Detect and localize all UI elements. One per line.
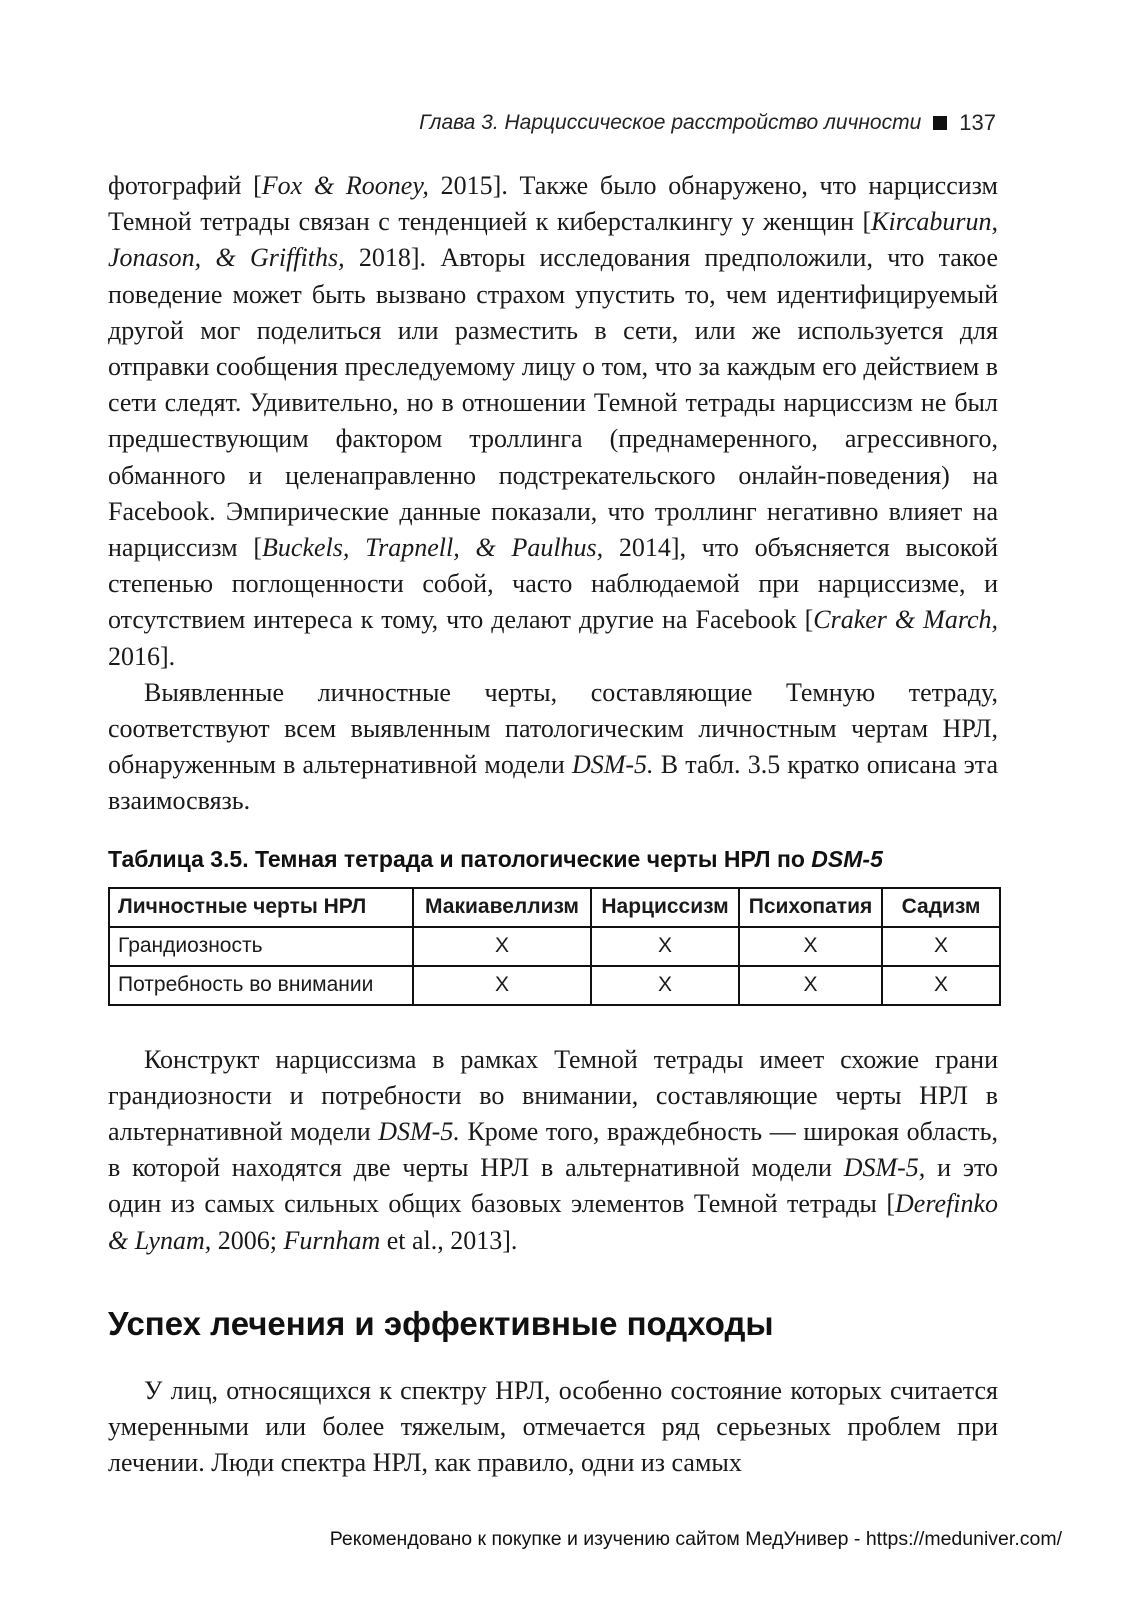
text-run: Конструкт нарциссизма в рамках Темной тетрады имеет схожие грани грандиозности и потребности во внимании, составляющие черты НРЛ в альтернативной модели	[108, 1044, 998, 1147]
dark-tetrad-table	[108, 887, 1001, 1006]
table-cell: X	[739, 927, 882, 966]
citation-authors: Craker & March,	[813, 605, 999, 635]
text-run: фотографий [	[108, 171, 262, 200]
text-run: Выявленные личностные черты, составляющие Темную тетраду, соответствуют всем выявленным патологическим личностным чертам НРЛ, обнаруженным в альтернативной модели	[108, 677, 998, 780]
paragraph-4: У лиц, относящихся к спектру НРЛ, особенно состояние которых считается умеренными или более тяжелым, отмечается ряд серьезных проблем при лечении. Люди спектра НРЛ, как правило, одни из самых	[108, 1375, 998, 1478]
table-cell: X	[413, 966, 591, 1005]
running-title: Глава 3. Нарциссическое расстройство личности	[419, 111, 922, 134]
table-caption-dsm: DSM-5	[811, 845, 883, 872]
text-run: и это один из самых сильных общих базовых элементов Темной тетрады [	[108, 1153, 999, 1219]
paragraph-2	[108, 675, 998, 820]
text-run: 2006;	[211, 1225, 284, 1255]
table-row	[109, 966, 1000, 1005]
citation-authors: Kircaburun, Jonason, & Griffiths,	[108, 207, 998, 273]
column-header: Личностные черты НРЛ	[109, 888, 413, 927]
dsm-reference: DSM-5,	[843, 1153, 926, 1183]
text-run: 2016].	[108, 641, 176, 671]
paragraph-1	[108, 168, 998, 675]
square-bullet-icon	[933, 116, 947, 130]
row-label: Потребность во внимании	[109, 966, 413, 1005]
table-header-row	[109, 888, 1000, 927]
table-cell: X	[591, 927, 739, 966]
citation-authors: Buckels, Trapnell, & Paulhus,	[262, 533, 604, 563]
text-run: В табл. 3.5 кратко описана эта взаимосвязь.	[108, 750, 998, 816]
table-cell: X	[413, 927, 591, 966]
section-heading: Успех лечения и эффективные подходы	[108, 1304, 774, 1342]
page-number: 137	[959, 110, 996, 135]
table-cell: X	[739, 966, 882, 1005]
column-header: Психопатия	[739, 888, 882, 927]
table-caption	[108, 846, 998, 873]
text-run: 2015]. Также было обнаружено, что нарциссизм Темной тетрады связан с тенденцией к киберсталкингу у женщин [	[108, 171, 998, 237]
footer-watermark: Рекомендовано к покупке и изучению сайтом МедУнивер - https://meduniver.com/	[329, 1528, 1062, 1550]
table-caption-text: Таблица 3.5. Темная тетрада и патологические черты НРЛ по	[108, 845, 812, 872]
table-row	[109, 927, 1000, 966]
paragraph-3	[108, 1042, 998, 1259]
table-cell: X	[882, 927, 1000, 966]
text-run: 2018]. Авторы исследования предположили, что такое поведение может быть вызвано страхом упустить то, чем идентифицируемый другой мог поделиться или разместить в сети, или же используется для отправки сообщения преследуемому лицу о том, что за каждым его действием в сети следят. Удивительно, но в отношении Темной тетрады нарциссизм не был предшествующим фактором троллинга (преднамеренного, агрессивного, обманного и целенаправленно подстрекательского онлайн-поведения) на Facebook. Эмпирические данные показали, что троллинг негативно влияет на нарциссизм [	[108, 243, 999, 563]
table-cell: X	[591, 966, 739, 1005]
column-header: Садизм	[882, 888, 1000, 927]
table-cell: X	[882, 966, 1000, 1005]
citation-authors: Furnham	[283, 1225, 381, 1255]
column-header: Нарциссизм	[591, 888, 739, 927]
citation-authors: Fox & Rooney,	[261, 171, 429, 200]
row-label: Грандиозность	[109, 927, 413, 966]
text-run: et al., 2013].	[380, 1225, 518, 1255]
citation-authors: Derefinko & Lynam,	[108, 1189, 998, 1255]
column-header: Макиавеллизм	[413, 888, 591, 927]
text-run: Кроме того, враждебность — широкая область, в которой находятся две черты НРЛ в альтернативной модели	[108, 1117, 998, 1183]
text-run: 2014], что объясняется высокой степенью поглощенности собой, часто наблюдаемой при нарциссизме, и отсутствием интереса к тому, что делают другие на Facebook [	[108, 533, 998, 635]
dsm-reference: DSM-5.	[378, 1117, 460, 1147]
running-header	[419, 110, 996, 136]
text-column	[108, 168, 998, 1481]
dsm-reference: DSM-5.	[571, 750, 654, 780]
